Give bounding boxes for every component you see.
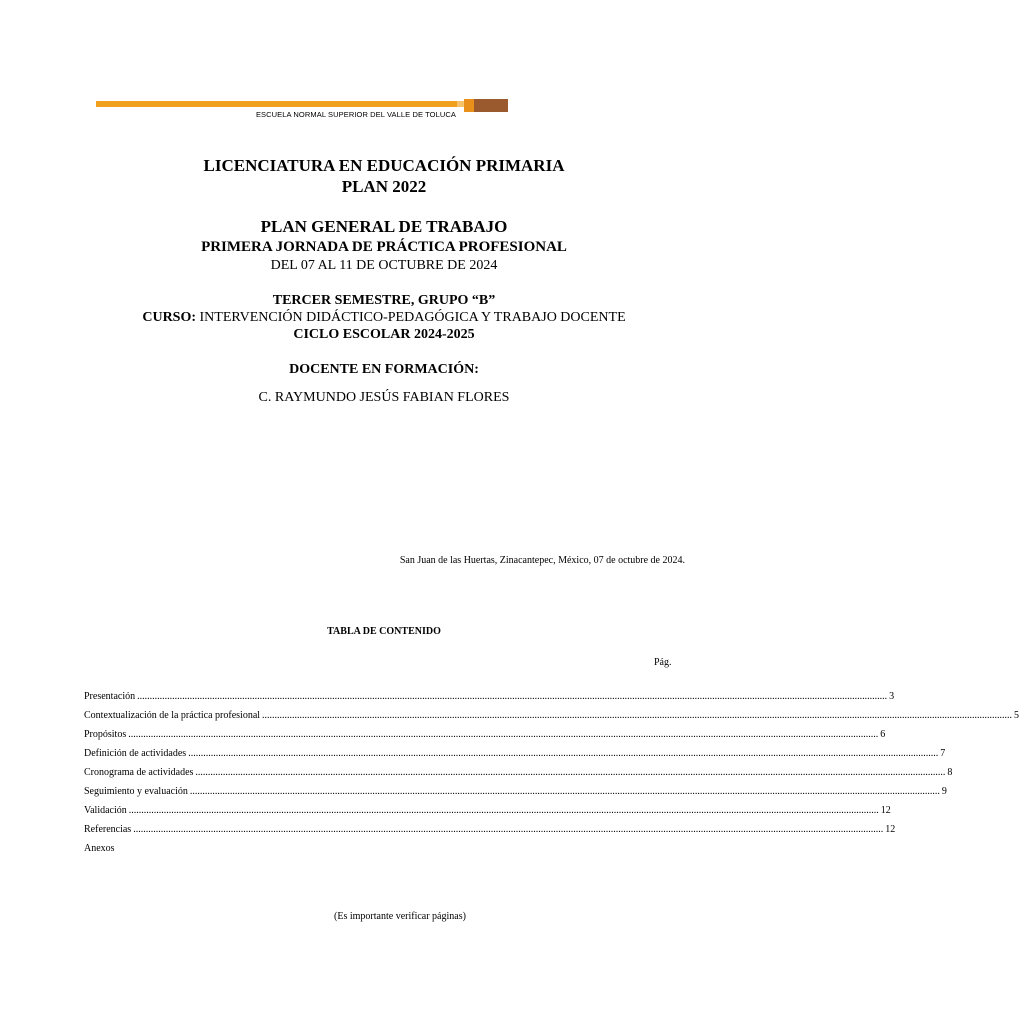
toc-entry-label: Cronograma de actividades bbox=[84, 767, 194, 778]
toc-entry-page: 3 bbox=[889, 691, 895, 702]
toc-entry-leader-dots: ............................................................................................................................................................................................................................................................................................................ bbox=[137, 691, 888, 702]
toc-entry-leader-dots: ............................................................................................................................................................................................................................................................................................................ bbox=[189, 786, 940, 797]
toc-entry-page: 7 bbox=[940, 748, 946, 759]
toc-entry[interactable] bbox=[84, 842, 654, 861]
toc-entry-label: Validación bbox=[84, 805, 127, 816]
degree-title bbox=[0, 155, 768, 197]
plan-title: PLAN GENERAL DE TRABAJO bbox=[260, 217, 508, 236]
school-cycle: CICLO ESCOLAR 2024-2025 bbox=[293, 327, 475, 342]
toc-entry-page: 12 bbox=[880, 805, 891, 816]
toc-entry-page: 6 bbox=[880, 729, 886, 740]
toc-entry-leader-dots: ............................................................................................................................................................................................................................................................................................................ bbox=[195, 767, 946, 778]
toc-entry-leader-dots: ............................................................................................................................................................................................................................................................................................................ bbox=[262, 710, 1013, 721]
jornada-title: PRIMERA JORNADA DE PRÁCTICA PROFESIONAL bbox=[201, 239, 567, 255]
toc-entry-page: 5 bbox=[1014, 710, 1019, 721]
toc-entry[interactable] bbox=[84, 766, 953, 785]
course-line bbox=[0, 309, 768, 326]
toc-entry-label: Definición de actividades bbox=[84, 748, 187, 759]
verification-note: (Es importante verificar páginas) bbox=[334, 911, 466, 922]
toc-entry-leader-dots: ............................................................................................................................................................................................................................................................................................................ bbox=[188, 748, 939, 759]
toc-title: TABLA DE CONTENIDO bbox=[327, 626, 441, 637]
toc-entry[interactable] bbox=[84, 804, 891, 823]
degree-line: LICENCIATURA EN EDUCACIÓN PRIMARIA bbox=[203, 156, 565, 175]
toc-entry-label: Contextualización de la práctica profesional bbox=[84, 710, 261, 721]
toc-entry-page: 12 bbox=[885, 824, 896, 835]
toc-entry[interactable] bbox=[84, 709, 1019, 728]
place-and-date: San Juan de las Huertas, Zinacantepec, México, 07 de octubre de 2024. bbox=[399, 555, 685, 566]
toc-entry[interactable] bbox=[84, 728, 886, 747]
header-accent-bar-end bbox=[457, 101, 464, 107]
school-name: ESCUELA NORMAL SUPERIOR DEL VALLE DE TOLUCA bbox=[255, 110, 456, 119]
table-of-contents bbox=[84, 690, 1019, 861]
toc-entry-leader-dots: ............................................................................................................................................................................................................................................................................................................ bbox=[128, 729, 879, 740]
toc-entry-leader-dots: ............................................................................................................................................................................................................................................................................................................ bbox=[133, 824, 884, 835]
header-logo-block-light bbox=[464, 99, 474, 112]
jornada-dates: DEL 07 AL 11 DE OCTUBRE DE 2024 bbox=[270, 258, 498, 273]
toc-entry-label: Presentación bbox=[84, 691, 136, 702]
toc-entry-page: 8 bbox=[947, 767, 953, 778]
toc-entry-label: Anexos bbox=[84, 843, 115, 854]
toc-entry[interactable] bbox=[84, 785, 947, 804]
course-label: CURSO: bbox=[142, 310, 197, 325]
plan-year: PLAN 2022 bbox=[341, 177, 427, 196]
toc-entry[interactable] bbox=[84, 747, 946, 766]
toc-entry-leader-dots: ............................................................................................................................................................................................................................................................................................................ bbox=[128, 805, 879, 816]
toc-entry-label: Referencias bbox=[84, 824, 132, 835]
toc-entry-label: Propósitos bbox=[84, 729, 127, 740]
toc-page-header: Pág. bbox=[654, 657, 672, 668]
header-logo-block-dark bbox=[474, 99, 508, 112]
toc-entry[interactable] bbox=[84, 690, 895, 709]
toc-entry[interactable] bbox=[84, 823, 896, 842]
semester-group: TERCER SEMESTRE, GRUPO “B” bbox=[272, 293, 496, 308]
toc-entry-page: 9 bbox=[941, 786, 947, 797]
docente-label: DOCENTE EN FORMACIÓN: bbox=[289, 362, 479, 377]
header-accent-bar bbox=[96, 101, 457, 107]
docente-name: C. RAYMUNDO JESÚS FABIAN FLORES bbox=[258, 390, 510, 405]
course-name: INTERVENCIÓN DIDÁCTICO-PEDAGÓGICA Y TRABAJO DOCENTE bbox=[199, 310, 626, 325]
toc-entry-label: Seguimiento y evaluación bbox=[84, 786, 188, 797]
